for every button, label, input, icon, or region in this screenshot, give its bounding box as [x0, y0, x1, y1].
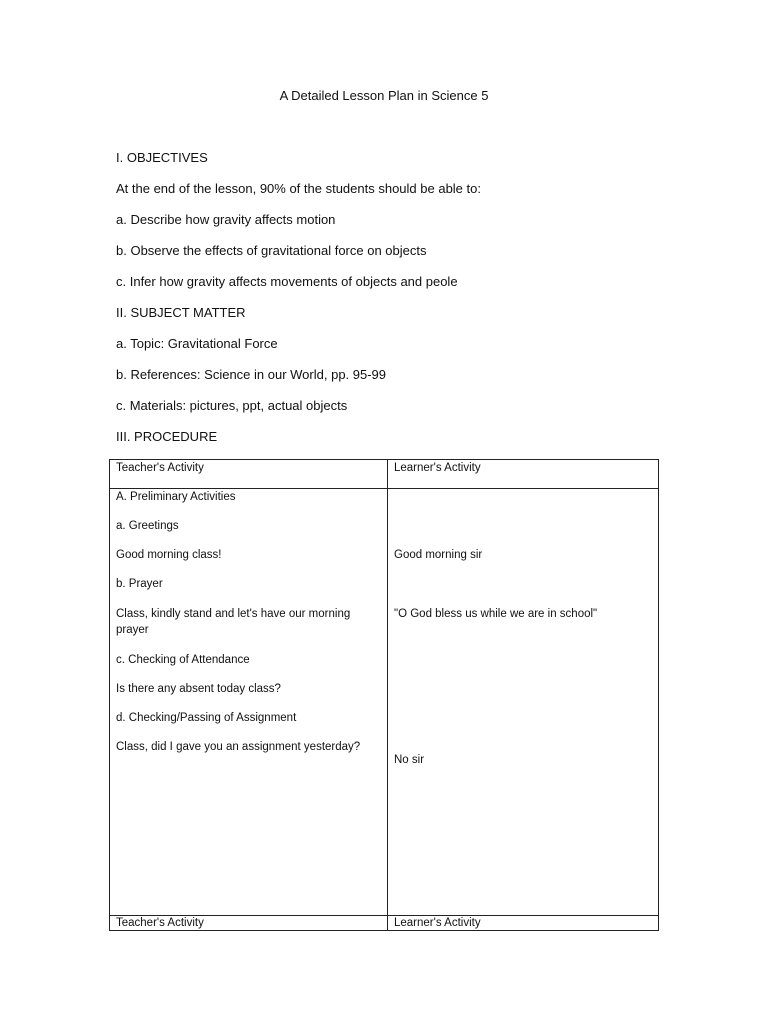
objectives-heading: I. OBJECTIVES	[116, 150, 208, 165]
teacher-line: Good morning class!	[116, 549, 222, 561]
teacher-line: Class, did I gave you an assignment yesterday?	[116, 741, 361, 753]
document-title: A Detailed Lesson Plan in Science 5	[279, 88, 489, 103]
objective-item: a. Describe how gravity affects motion	[116, 212, 336, 227]
subject-matter-item: c. Materials: pictures, ppt, actual objects	[116, 398, 348, 413]
teacher-line: Class, kindly stand and let's have our morning prayer	[116, 608, 351, 636]
teacher-line: d. Checking/Passing of Assignment	[116, 712, 297, 724]
subject-matter-item: b. References: Science in our World, pp. 95-99	[116, 367, 387, 382]
procedure-heading: III. PROCEDURE	[116, 429, 218, 444]
objective-item: b. Observe the effects of gravitational force on objects	[116, 243, 427, 258]
teacher-line: b. Prayer	[116, 578, 163, 590]
teacher-line: A. Preliminary Activities	[116, 491, 236, 503]
learner-line: No sir	[394, 754, 425, 766]
subject-matter-heading: II. SUBJECT MATTER	[116, 305, 246, 320]
header-learner-activity: Learner's Activity	[394, 462, 481, 474]
teacher-line: c. Checking of Attendance	[116, 654, 250, 666]
subject-matter-item: a. Topic: Gravitational Force	[116, 336, 278, 351]
objective-item: c. Infer how gravity affects movements of objects and peole	[116, 274, 458, 289]
learner-line: "O God bless us while we are in school"	[394, 608, 598, 620]
learner-line: Good morning sir	[394, 549, 483, 561]
teacher-line: Is there any absent today class?	[116, 683, 281, 695]
objectives-intro: At the end of the lesson, 90% of the students should be able to:	[116, 181, 481, 196]
footer-learner-activity: Learner's Activity	[394, 917, 481, 929]
footer-teacher-activity: Teacher's Activity	[116, 917, 204, 929]
table-column-divider	[387, 460, 388, 930]
teacher-line: a. Greetings	[116, 520, 179, 532]
header-teacher-activity: Teacher's Activity	[116, 462, 204, 474]
procedure-table	[109, 459, 659, 931]
